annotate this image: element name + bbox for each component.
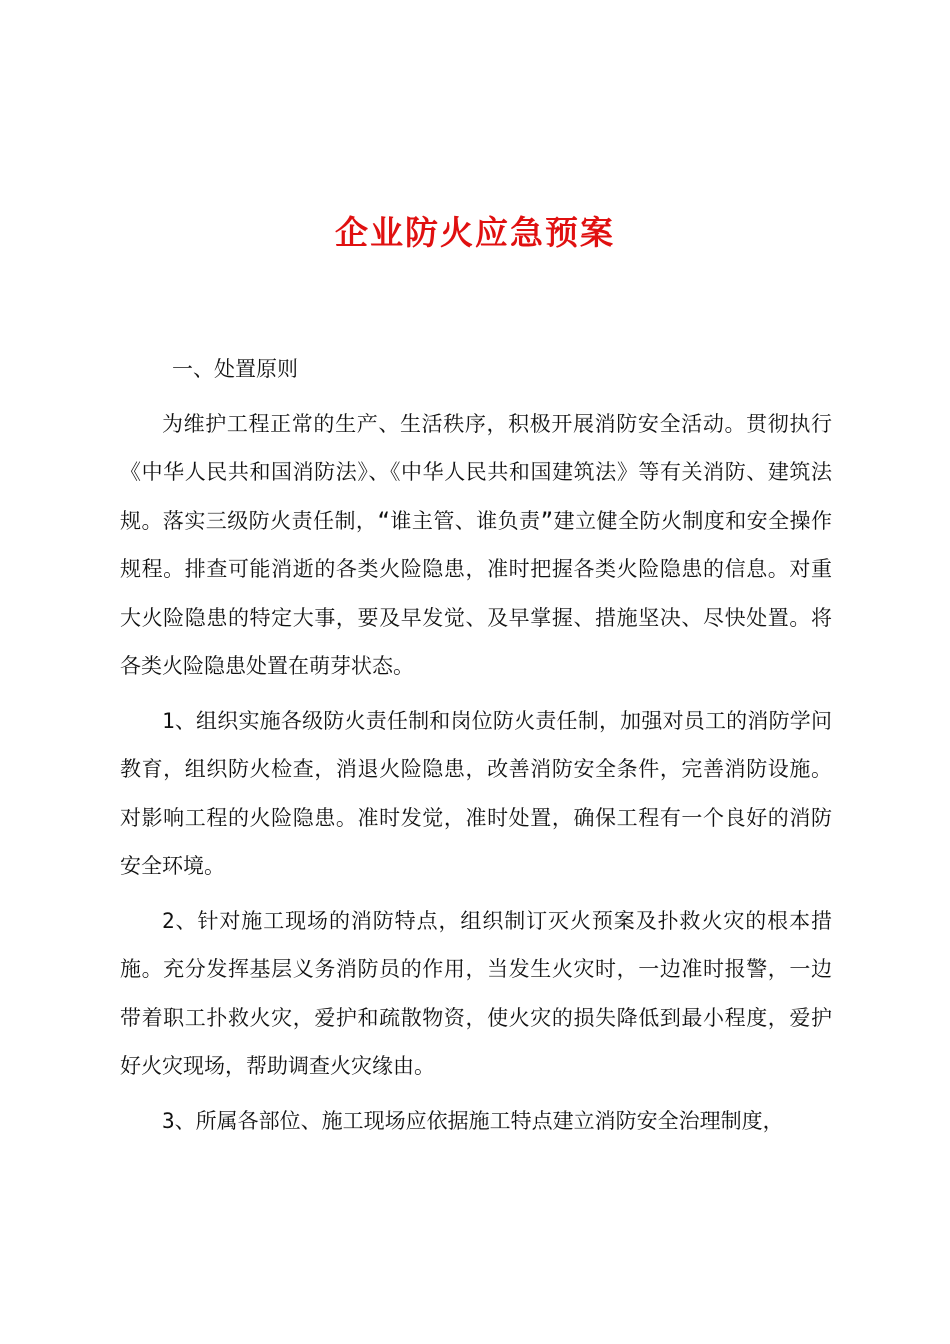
- document-body: [120, 345, 832, 1151]
- paragraph-principle: 为维护工程正常的生产、生活秩序，积极开展消防安全活动。贯彻执行《中华人民共和国消防法》、《中华人民共和国建筑法》等有关消防、建筑法规。落实三级防火责任制，“谁主管、谁负责”建立健全防火制度和安全操作规程。排查可能消逝的各类火险隐患，准时把握各类火险隐患的信息。对重大火险隐患的特定大事，要及早发觉、及早掌握、措施坚决、尽快处置。将各类火险隐患处置在萌芽状态。: [120, 411, 832, 678]
- section-heading: 一、处置原则: [172, 357, 298, 381]
- paragraph-item-2: 2、针对施工现场的消防特点，组织制订灭火预案及扑救火灾的根本措施。充分发挥基层义务消防员的作用，当发生火灾时，一边准时报警，一边带着职工扑救火灾，爱护和疏散物资，使火灾的损失降低到最小程度，爱护好火灾现场，帮助调查火灾缘由。: [120, 908, 832, 1078]
- paragraph-item-1: 1、组织实施各级防火责任制和岗位防火责任制，加强对员工的消防学问教育，组织防火检查，消退火险隐患，改善消防安全条件，完善消防设施。对影响工程的火险隐患。准时发觉，准时处置，确保工程有一个良好的消防安全环境。: [120, 708, 832, 878]
- paragraph-item-3: 3、所属各部位、施工现场应依据施工特点建立消防安全治理制度，: [162, 1108, 784, 1133]
- document-title: 企业防火应急预案: [335, 213, 615, 252]
